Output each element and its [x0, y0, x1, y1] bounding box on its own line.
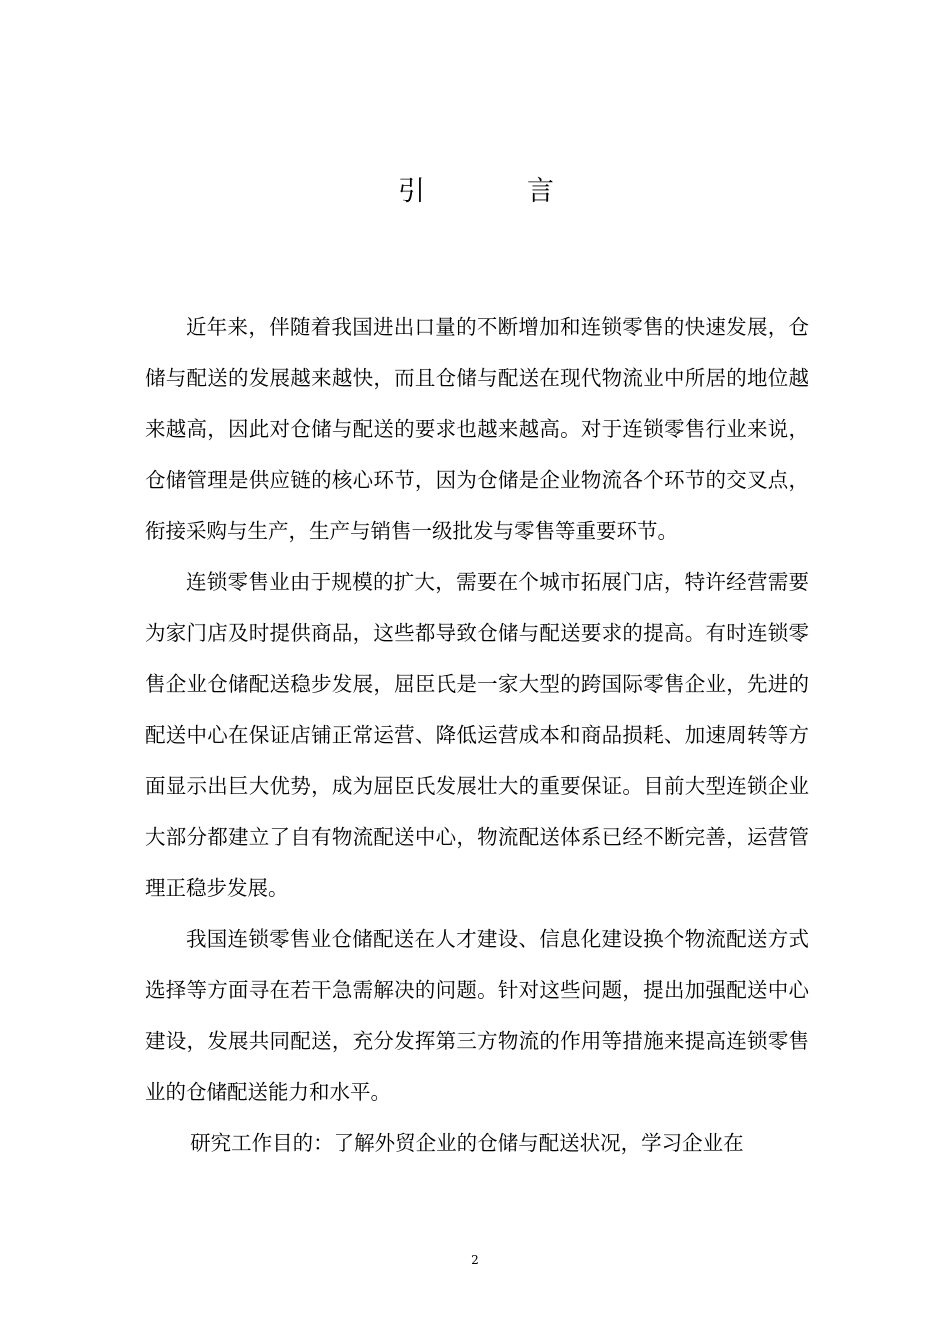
paragraph-2: 连锁零售业由于规模的扩大，需要在个城市拓展门店，特许经营需要为家门店及时提供商品，这些都导致仓储与配送要求的提高。有时连锁零售企业仓储配送稳步发展，屈臣氏是一家大型的跨国际零售企业，先进的配送中心在保证店铺正常运营、降低运营成本和商品损耗、加速周转等方面显示出巨大优势，成为屈臣氏发展壮大的重要保证。目前大型连锁企业大部分都建立了自有物流配送中心，物流配送体系已经不断完善，运营管理正稳步发展。: [145, 570, 809, 900]
paragraph-4: 研究工作目的：了解外贸企业的仓储与配送状况，学习企业在: [190, 1131, 744, 1155]
page-title: [0, 172, 950, 212]
page-number: 2: [471, 1253, 479, 1267]
paragraph-3: 我国连锁零售业仓储配送在人才建设、信息化建设换个物流配送方式选择等方面寻在若干急需解决的问题。针对这些问题，提出加强配送中心建设，发展共同配送，充分发挥第三方物流的作用等措施来提高连锁零售业的仓储配送能力和水平。: [145, 927, 809, 1104]
body-text: [145, 302, 809, 1169]
title-char-1: 引: [398, 176, 425, 207]
title-char-2: 言: [527, 176, 554, 207]
paragraph-1: 近年来，伴随着我国进出口量的不断增加和连锁零售的快速发展，仓储与配送的发展越来越快，而且仓储与配送在现代物流业中所居的地位越来越高，因此对仓储与配送的要求也越来越高。对于连锁零售行业来说，仓储管理是供应链的核心环节，因为仓储是企业物流各个环节的交叉点，衔接采购与生产，生产与销售一级批发与零售等重要环节。: [145, 315, 809, 543]
